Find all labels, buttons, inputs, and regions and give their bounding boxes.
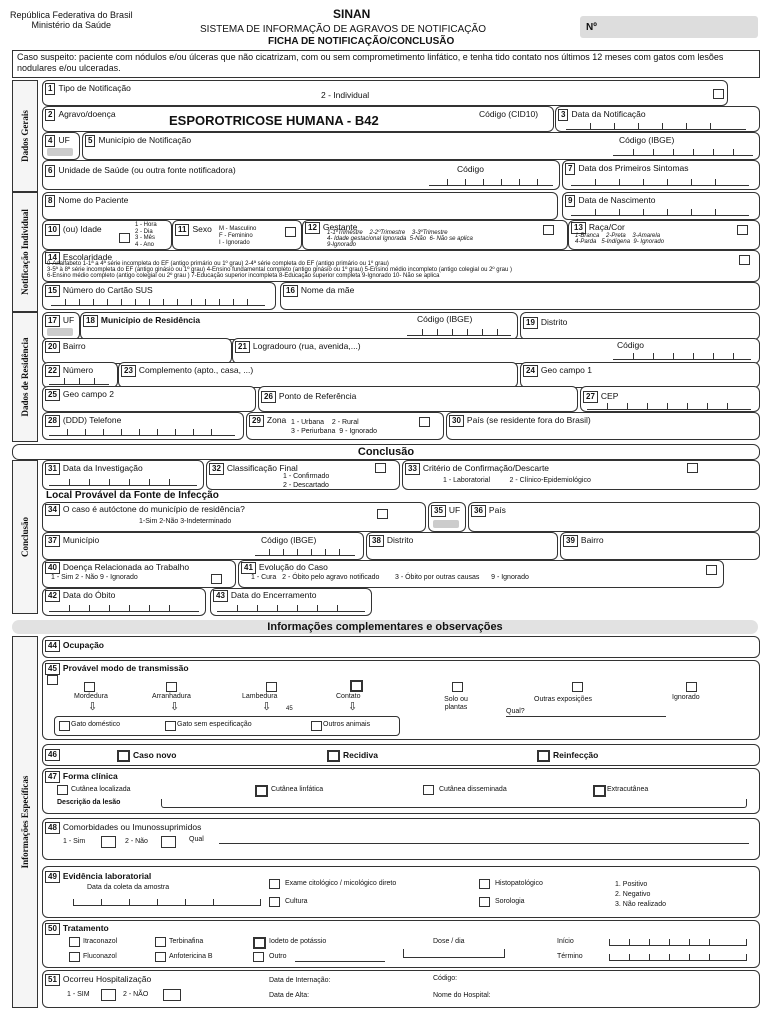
field-uf-infeccao[interactable]: 35 UF: [428, 502, 466, 532]
idade-unit-box[interactable]: [119, 233, 130, 243]
field-cep[interactable]: 27 CEP: [580, 386, 760, 412]
field-bairro-infeccao[interactable]: 39 Bairro: [560, 532, 760, 560]
side-notificacao-individual: Notificação Individual: [12, 192, 38, 312]
termino-ticks[interactable]: [609, 950, 747, 961]
bairro-label: Bairro: [62, 341, 86, 351]
extracutanea-box[interactable]: [593, 785, 606, 797]
gato-domestico-label: Gato doméstico: [71, 721, 121, 728]
anfotericina-label: Anfotericina B: [169, 953, 213, 960]
escolaridade-line1: 0-Analfabeto 1-1ª a 4ª série incompleta do EF (antigo primário ou 1º grau) 2-4ª série completa do EF (antigo primário ou 1º grau): [47, 261, 389, 267]
gato-sem-esp-box[interactable]: [165, 721, 176, 731]
codigo-ticks-6[interactable]: [429, 175, 553, 186]
data-coleta-ticks[interactable]: [73, 895, 261, 906]
field-data-nascimento[interactable]: 9 Data de Nascimento: [562, 192, 760, 220]
local-provavel-title: Local Provável da Fonte de Infecção: [46, 490, 219, 501]
doenca-trabalho-label: Doença Relacionada ao Trabalho: [62, 562, 190, 572]
arranhadura-arrow-icon: ⇩: [170, 701, 180, 713]
pais-label: País (se residente fora do Brasil): [466, 415, 591, 425]
contato-box[interactable]: [350, 680, 363, 692]
cutanea-disseminada-box[interactable]: [423, 785, 434, 795]
pais-infeccao-label: País: [488, 505, 506, 515]
tipo-notificacao-value: 2 - Individual: [321, 90, 370, 100]
autoctone-opts: 1-Sim 2-Não 3-Indeterminado: [139, 518, 232, 525]
ibge-ticks-5[interactable]: [613, 145, 753, 156]
classificacao-opts: 1 - Confirmado 2 - Descartado: [283, 473, 330, 489]
hospital-nome-label: Nome do Hospital:: [433, 992, 491, 999]
exame-citologico-box[interactable]: [269, 879, 280, 889]
mordedura-arrow-icon: ⇩: [88, 701, 98, 713]
ibge-label-37: Código (IBGE): [261, 535, 317, 545]
field-distrito[interactable]: 19 Distrito: [520, 312, 760, 340]
field-comorbidades[interactable]: 48 Comorbidades ou Imunossuprimidos 1 - Sim 2 - Não Qual: [42, 818, 760, 860]
hospitalizacao-sim-box[interactable]: [101, 989, 116, 1001]
outro-line[interactable]: [295, 961, 385, 962]
inicio-label: Início: [557, 938, 574, 945]
mode-ignorado: Ignorado: [672, 694, 700, 701]
iodeto-box[interactable]: [253, 937, 266, 949]
idade-options: 1 - Hora 2 - Dia 3 - Mês 4 - Ano: [135, 222, 157, 248]
tratamento-label: Tratamento: [62, 923, 109, 933]
field-evidencia-laboratorial[interactable]: 49 Evidência laboratorial Data da coleta da amostra Exame citológico / micológico direto Histopatológico Cultura Sorologia 1. Positivo 2. Negativo 3. Não realizado: [42, 866, 760, 918]
field-data-notificacao[interactable]: 3 Data da Notificação: [555, 106, 760, 132]
evolucao-opts: 1 - Cura 2 - Óbito pelo agravo notificado 3 - Óbito por outras causas 9 - Ignorado: [251, 574, 529, 581]
hospitalizacao-nao-box[interactable]: [163, 989, 181, 1001]
field-gestante[interactable]: 12 Gestante 1-1ºTrimestre 2-2ºTrimestre 3-3ºTrimestre 4- Idade gestacional Ignorada 5-Não 6- Não se aplica 9-Ignorado: [302, 220, 568, 250]
cultura-box[interactable]: [269, 897, 280, 907]
outros-animais-box[interactable]: [311, 721, 322, 731]
escolaridade-box[interactable]: [739, 255, 750, 265]
cartao-sus-label: Número do Cartão SUS: [62, 285, 153, 295]
header-country: [10, 10, 133, 31]
reinfeccao-label: Reinfecção: [553, 750, 599, 760]
data-nascimento-ticks[interactable]: [571, 205, 749, 216]
raca-opts-line1: 1-Branca 2-Preta 3-Amarela: [575, 233, 661, 239]
data-obito-label: Data do Óbito: [62, 590, 116, 600]
data-internacao-label: Data de Internação:: [269, 977, 331, 984]
bairro-infeccao-label: Bairro: [580, 535, 604, 545]
cutanea-linfatica-label: Cutânea linfática: [271, 786, 324, 793]
numero-ticks[interactable]: [49, 374, 109, 385]
comorbidades-qual-line[interactable]: [219, 843, 749, 844]
side-dados-residencia: Dados de Residência: [12, 312, 38, 442]
inicio-ticks[interactable]: [609, 935, 747, 946]
mode-contato: Contato: [336, 693, 361, 700]
zona-box[interactable]: [419, 417, 430, 427]
system-full: SISTEMA DE INFORMAÇÃO DE AGRAVOS DE NOTIFICAÇÃO: [200, 24, 486, 35]
field-bairro[interactable]: 20 Bairro: [42, 338, 232, 364]
iodeto-label: Iodeto de potássio: [269, 938, 327, 945]
uf-notificacao-shade: [47, 148, 73, 156]
uf-residencia-shade: [47, 328, 73, 336]
ibge-ticks-18[interactable]: [407, 325, 511, 336]
numero-label: Número: [62, 365, 94, 375]
field-data-encerramento[interactable]: 43 Data do Encerramento: [210, 588, 372, 616]
field-uf-notificacao[interactable]: 4 UF: [42, 132, 80, 160]
field-modo-transmissao[interactable]: 45 Provável modo de transmissão: [42, 660, 760, 740]
gestante-opts-line2: 4- Idade gestacional Ignorada 5-Não 6- Não se aplica: [327, 236, 473, 242]
comorbidades-nao-box[interactable]: [161, 836, 176, 848]
data-coleta-label: Data da coleta da amostra: [87, 884, 170, 891]
gestante-opts-line3: 9-Ignorado: [327, 242, 357, 248]
qual-line-45[interactable]: [506, 716, 666, 717]
municipio-residencia-label: Município de Residência: [100, 315, 201, 325]
uf-notificacao-label: UF: [58, 135, 70, 145]
evidencia-label: Evidência laboratorial: [62, 871, 152, 881]
tipo-notificacao-label: Tipo de Notificação: [58, 83, 131, 93]
zona-opts-line1: 1 - Urbana 2 - Rural: [291, 419, 359, 426]
caso-novo-box[interactable]: [117, 750, 130, 762]
itraconazol-box[interactable]: [69, 937, 80, 947]
raca-box[interactable]: [737, 225, 748, 235]
raca-cor-label: Raça/Cor: [588, 222, 625, 232]
lambedura-extra: 45: [286, 706, 293, 712]
field-sexo[interactable]: 11 Sexo M - Masculino F - Feminino I - Ignorado: [172, 220, 302, 250]
gato-domestico-box[interactable]: [59, 721, 70, 731]
cutanea-localizada-box[interactable]: [57, 785, 68, 795]
agravo-value: ESPOROTRICOSE HUMANA - B42: [169, 113, 379, 128]
dose-label: Dose / dia: [433, 938, 465, 945]
field-idade[interactable]: 10 (ou) Idade 1 - Hora 2 - Dia 3 - Mês 4 - Ano: [42, 220, 172, 250]
mordedura-box[interactable]: [84, 682, 95, 692]
outras-exposicoes-box[interactable]: [572, 682, 583, 692]
uf-infeccao-label: UF: [448, 505, 461, 515]
data-investigacao-ticks[interactable]: [49, 475, 197, 486]
data-obito-ticks[interactable]: [49, 601, 199, 612]
animals-box: [54, 716, 400, 736]
gestante-box[interactable]: [543, 225, 554, 235]
sexo-options: M - Masculino F - Feminino I - Ignorado: [219, 226, 257, 246]
ocupacao-label: Ocupação: [62, 640, 105, 650]
municipio-notificacao-label: Município de Notificação: [98, 135, 192, 145]
telefone-label: (DDD) Telefone: [62, 415, 122, 425]
codigo-label-21: Código: [617, 340, 644, 350]
doenca-trabalho-opts: 1 - Sim 2 - Não 9 - Ignorado: [51, 574, 138, 581]
sexo-box[interactable]: [285, 227, 296, 237]
gestante-label: Gestante: [322, 222, 358, 232]
ibge-label-18: Código (IBGE): [417, 314, 473, 324]
mode-mordedura: Mordedura: [74, 693, 108, 700]
tipo-notificacao-box[interactable]: [713, 89, 724, 99]
field-classificacao-final[interactable]: 32 Classificação Final 1 - Confirmado 2 - Descartado: [206, 460, 400, 490]
caso-novo-label: Caso novo: [133, 750, 177, 760]
field-tratamento[interactable]: 50 Tratamento Itraconazol Terbinafina Iodeto de potássio Fluconazol Anfotericina B Outro Dose / dia Início Término: [42, 920, 760, 968]
field-pais[interactable]: 30 País (se residente fora do Brasil): [446, 412, 760, 440]
agravo-label: Agravo/doença: [58, 109, 116, 119]
municipio-infeccao-label: Município: [62, 535, 100, 545]
classificacao-label: Classificação Final: [226, 463, 298, 473]
nome-mae-label: Nome da mãe: [300, 285, 355, 295]
data-notificacao-ticks[interactable]: [566, 119, 746, 130]
field-geo2[interactable]: 25 Geo campo 2: [42, 386, 256, 412]
field-tipo-notificacao[interactable]: 1 Tipo de Notificação 2 - Individual: [42, 80, 728, 106]
itraconazol-label: Itraconazol: [83, 938, 118, 945]
fluconazol-label: Fluconazol: [83, 953, 117, 960]
arranhadura-box[interactable]: [166, 682, 177, 692]
field-tipo-caso[interactable]: 46 Caso novo Recidiva Reinfecção: [42, 744, 760, 766]
complementares-title: Informações complementares e observações: [12, 620, 758, 634]
field-logradouro[interactable]: 21 Logradouro (rua, avenida,...) Código: [232, 338, 760, 364]
criterio-box[interactable]: [687, 463, 698, 473]
dose-field[interactable]: [403, 949, 505, 958]
reinfeccao-box[interactable]: [537, 750, 550, 762]
lambedura-box[interactable]: [266, 682, 277, 692]
side-dados-gerais: Dados Gerais: [12, 80, 38, 192]
terbinafina-box[interactable]: [155, 937, 166, 947]
data-encerramento-label: Data do Encerramento: [230, 590, 317, 600]
autoctone-box[interactable]: [377, 509, 388, 519]
zona-opts-line2: 3 - Periurbana 9 - Ignorado: [291, 428, 377, 435]
mode-solo-plantas: Solo ou plantas: [444, 696, 468, 711]
lambedura-arrow-icon: ⇩: [262, 701, 272, 713]
hospitalizacao-sim-label: 1 - SIM: [67, 991, 90, 998]
fluconazol-box[interactable]: [69, 952, 80, 962]
outros-animais-label: Outros animais: [323, 721, 371, 728]
criterio-opts: 1 - Laboratorial 2 - Clínico-Epidemiológico: [443, 477, 591, 484]
field-distrito-infeccao[interactable]: 38 Distrito: [366, 532, 558, 560]
hospitalizacao-nao-label: 2 - NÃO: [123, 991, 149, 998]
telefone-ticks[interactable]: [49, 425, 235, 436]
field-municipio-notificacao[interactable]: 5 Município de Notificação Código (IBGE): [82, 132, 760, 160]
ignorado-box[interactable]: [686, 682, 697, 692]
comorbidades-nao-label: 2 - Não: [125, 838, 148, 845]
field-numero[interactable]: 22 Número: [42, 362, 118, 388]
uf-infeccao-shade: [433, 520, 459, 528]
field-municipio-infeccao[interactable]: 37 Município Código (IBGE): [42, 532, 364, 560]
sorologia-box[interactable]: [479, 897, 490, 907]
conclusao-title: Conclusão: [12, 444, 760, 460]
histopatologico-box[interactable]: [479, 879, 490, 889]
ministry-name: Ministério da Saúde: [31, 20, 112, 31]
country-name: República Federativa do Brasil: [10, 10, 133, 20]
data-sintomas-ticks[interactable]: [571, 175, 749, 186]
gato-sem-esp-label: Gato sem especificação: [177, 721, 252, 728]
mode-outras-exposicoes: Outras exposições: [534, 696, 592, 703]
extracutanea-label: Extracutânea: [607, 786, 649, 793]
hospital-codigo-label: Código:: [433, 975, 458, 982]
forma-clinica-label: Forma clínica: [62, 771, 118, 781]
ibge-ticks-37[interactable]: [255, 545, 355, 556]
field-autoctone[interactable]: 34 O caso é autóctone do município de residência? 1-Sim 2-Não 3-Indeterminado: [42, 502, 426, 532]
criterio-label: Critério de Confirmação/Descarte: [422, 463, 550, 473]
solo-box[interactable]: [452, 682, 463, 692]
field-agravo[interactable]: 2 Agravo/doença ESPOROTRICOSE HUMANA - B42 Código (CID10): [42, 106, 554, 132]
field-unidade-saude[interactable]: 6 Unidade de Saúde (ou outra fonte notificadora) Código: [42, 160, 560, 190]
sorologia-label: Sorologia: [495, 898, 525, 905]
field-escolaridade[interactable]: 14 Escolaridade 0-Analfabeto 1-1ª a 4ª série incompleta do EF (antigo primário ou 1º grau) 2-4ª série completa do EF (antigo primário ou 1º grau) 3-5ª à 8ª série incompleta do EF (antigo ginásio ou 1º grau) 4-Ensino fundamental completo (antigo ginásio ou 1º grau) 5-Ensino médio incompleto (antigo colegial ou 2º grau ) 6-Ensino médio completo (antigo colegial ou 2º grau ) 7-Educação superior incompleta 8-Educação superior completa 9-Ignorado 10- Não se aplica: [42, 250, 760, 282]
cartao-sus-ticks[interactable]: [51, 295, 265, 306]
comorbidades-qual-label: Qual: [189, 836, 204, 843]
comorbidades-label: Comorbidades ou Imunossuprimidos: [62, 822, 202, 832]
nome-paciente-label: Nome do Paciente: [58, 195, 129, 205]
field-nome-paciente[interactable]: 8 Nome do Paciente: [42, 192, 558, 220]
raca-opts-line2: 4-Parda 5-Indígena 9- Ignorado: [575, 239, 665, 245]
outro-box[interactable]: [253, 952, 264, 962]
contato-arrow-icon: ⇩: [348, 701, 358, 713]
field-geo1[interactable]: 24 Geo campo 1: [520, 362, 760, 388]
geo1-label: Geo campo 1: [540, 365, 592, 375]
field-evolucao[interactable]: 41 Evolução do Caso 1 - Cura 2 - Óbito pelo agravo notificado 3 - Óbito por outras causas 9 - Ignorado: [238, 560, 724, 588]
cutanea-disseminada-label: Cutânea disseminada: [439, 786, 507, 793]
recidiva-box[interactable]: [327, 750, 340, 762]
cutanea-linfatica-box[interactable]: [255, 785, 268, 797]
data-notificacao-label: Data da Notificação: [571, 109, 646, 119]
data-investigacao-label: Data da Investigação: [62, 463, 143, 473]
case-definition: Caso suspeito: paciente com nódulos e/ou úlceras que não cicatrizam, com ou sem comprometimento linfático, e tenha tido contato nos últimos 12 meses com gatos com lesões nodulares e/ou ulceradas.: [12, 50, 760, 78]
field-pais-infeccao[interactable]: 36 País: [468, 502, 760, 532]
field-raca-cor[interactable]: 13 Raça/Cor 1-Branca 2-Preta 3-Amarela 4-Parda 5-Indígena 9- Ignorado: [568, 220, 760, 250]
modo-transmissao-label: Provável modo de transmissão: [62, 663, 189, 673]
escolaridade-line3: 6-Ensino médio completo (antigo colegial ou 2º grau ) 7-Educação superior incompleta 8-Educação superior completa 9-Ignorado 10- Não se aplica: [47, 273, 440, 279]
geo2-label: Geo campo 2: [62, 389, 114, 399]
ibge-label-5: Código (IBGE): [619, 135, 675, 145]
autoctone-label: O caso é autóctone do município de residência?: [62, 504, 245, 514]
field-hospitalizacao[interactable]: 51 Ocorreu Hospitalização 1 - SIM 2 - NÃO Data de Internação: Data de Alta: Código: Nome do Hospital:: [42, 970, 760, 1008]
field-zona[interactable]: 29 Zona 1 - Urbana 2 - Rural 3 - Periurbana 9 - Ignorado: [246, 412, 444, 440]
sexo-label: Sexo: [192, 224, 212, 234]
side-conclusao: Conclusão: [12, 460, 38, 614]
comorbidades-sim-label: 1 - Sim: [63, 838, 86, 845]
doenca-trabalho-box[interactable]: [211, 574, 222, 584]
logradouro-label: Logradouro (rua, avenida,...): [252, 341, 361, 351]
cep-ticks[interactable]: [587, 399, 751, 410]
recidiva-label: Recidiva: [343, 750, 378, 760]
histopatologico-label: Histopatológico: [495, 880, 543, 887]
terbinafina-label: Terbinafina: [169, 938, 204, 945]
gestante-opts-line1: 1-1ºTrimestre 2-2ºTrimestre 3-3ºTrimestre: [327, 230, 448, 236]
field-data-primeiros-sintomas[interactable]: 7 Data dos Primeiros Sintomas: [562, 160, 760, 190]
complemento-label: Complemento (apto., casa, ...): [138, 365, 254, 375]
data-encerramento-ticks[interactable]: [217, 601, 365, 612]
field-nome-mae[interactable]: 16 Nome da mãe: [280, 282, 760, 310]
idade-label: (ou) Idade: [62, 224, 102, 234]
resultado-legend: 1. Positivo 2. Negativo 3. Não realizado: [615, 881, 666, 908]
cultura-label: Cultura: [285, 898, 308, 905]
field-cartao-sus[interactable]: 15 Número do Cartão SUS: [42, 282, 276, 310]
field-uf-residencia[interactable]: 17 UF: [42, 312, 80, 340]
distrito-infeccao-label: Distrito: [386, 535, 414, 545]
form-title: FICHA DE NOTIFICAÇÃO/CONCLUSÃO: [268, 36, 455, 47]
notification-number-label: Nº: [586, 22, 597, 33]
exame-citologico-label: Exame citológico / micológico direto: [285, 880, 397, 887]
field-telefone[interactable]: 28 (DDD) Telefone: [42, 412, 244, 440]
qual-label-45: Qual?: [506, 708, 525, 715]
system-short: SINAN: [333, 7, 371, 21]
field-municipio-residencia[interactable]: 18 Município de Residência Código (IBGE): [80, 312, 518, 340]
comorbidades-sim-box[interactable]: [101, 836, 116, 848]
notification-number-field[interactable]: [580, 16, 758, 38]
field-doenca-trabalho[interactable]: 40 Doença Relacionada ao Trabalho 1 - Sim 2 - Não 9 - Ignorado: [42, 560, 236, 588]
field-complemento[interactable]: 23 Complemento (apto., casa, ...): [118, 362, 518, 388]
escolaridade-label: Escolaridade: [62, 252, 113, 262]
modo-transmissao-box[interactable]: [47, 675, 58, 685]
zona-label: Zona: [266, 415, 287, 425]
side-info-especificas: Informações Específicas: [12, 636, 38, 1008]
data-alta-label: Data de Alta:: [269, 992, 310, 999]
evolucao-box[interactable]: [706, 565, 717, 575]
codigo-label-6: Código: [457, 164, 484, 174]
mode-lambedura: Lambedura: [242, 693, 278, 700]
distrito-label: Distrito: [540, 317, 568, 327]
field-forma-clinica[interactable]: 47 Forma clínica Cutânea localizada Cutânea linfática Cutânea disseminada Extracutânea Descrição da lesão: [42, 768, 760, 814]
cutanea-localizada-label: Cutânea localizada: [71, 786, 131, 793]
evolucao-label: Evolução do Caso: [258, 562, 328, 572]
field-ocupacao[interactable]: 44 Ocupação: [42, 636, 760, 658]
field-ponto-referencia[interactable]: 26 Ponto de Referência: [258, 386, 578, 412]
classificacao-box[interactable]: [375, 463, 386, 473]
anfotericina-box[interactable]: [155, 952, 166, 962]
unidade-saude-label: Unidade de Saúde (ou outra fonte notificadora): [58, 165, 236, 175]
field-criterio[interactable]: 33 Critério de Confirmação/Descarte 1 - Laboratorial 2 - Clínico-Epidemiológico: [402, 460, 760, 490]
termino-label: Término: [557, 953, 583, 960]
escolaridade-line2: 3-5ª à 8ª série incompleta do EF (antigo ginásio ou 1º grau) 4-Ensino fundamental completo (antigo ginásio ou 1º grau) 5-Ensino médio incompleto (antigo colegial ou 2º grau ): [47, 267, 512, 273]
descricao-lesao-field[interactable]: [161, 799, 747, 808]
uf-residencia-label: UF: [62, 315, 75, 325]
field-data-obito[interactable]: 42 Data do Óbito: [42, 588, 206, 616]
data-sintomas-label: Data dos Primeiros Sintomas: [578, 163, 689, 173]
hospitalizacao-label: Ocorreu Hospitalização: [62, 974, 152, 984]
cid10-label: Código (CID10): [479, 109, 539, 119]
field-data-investigacao[interactable]: 31 Data da Investigação: [42, 460, 204, 490]
outro-label: Outro: [269, 953, 287, 960]
ponto-referencia-label: Ponto de Referência: [278, 391, 357, 401]
codigo-ticks-21[interactable]: [613, 349, 751, 360]
data-nascimento-label: Data de Nascimento: [578, 195, 656, 205]
cep-label: CEP: [600, 391, 619, 401]
mode-arranhadura: Arranhadura: [152, 693, 191, 700]
descricao-lesao-label: Descrição da lesão: [57, 799, 121, 806]
